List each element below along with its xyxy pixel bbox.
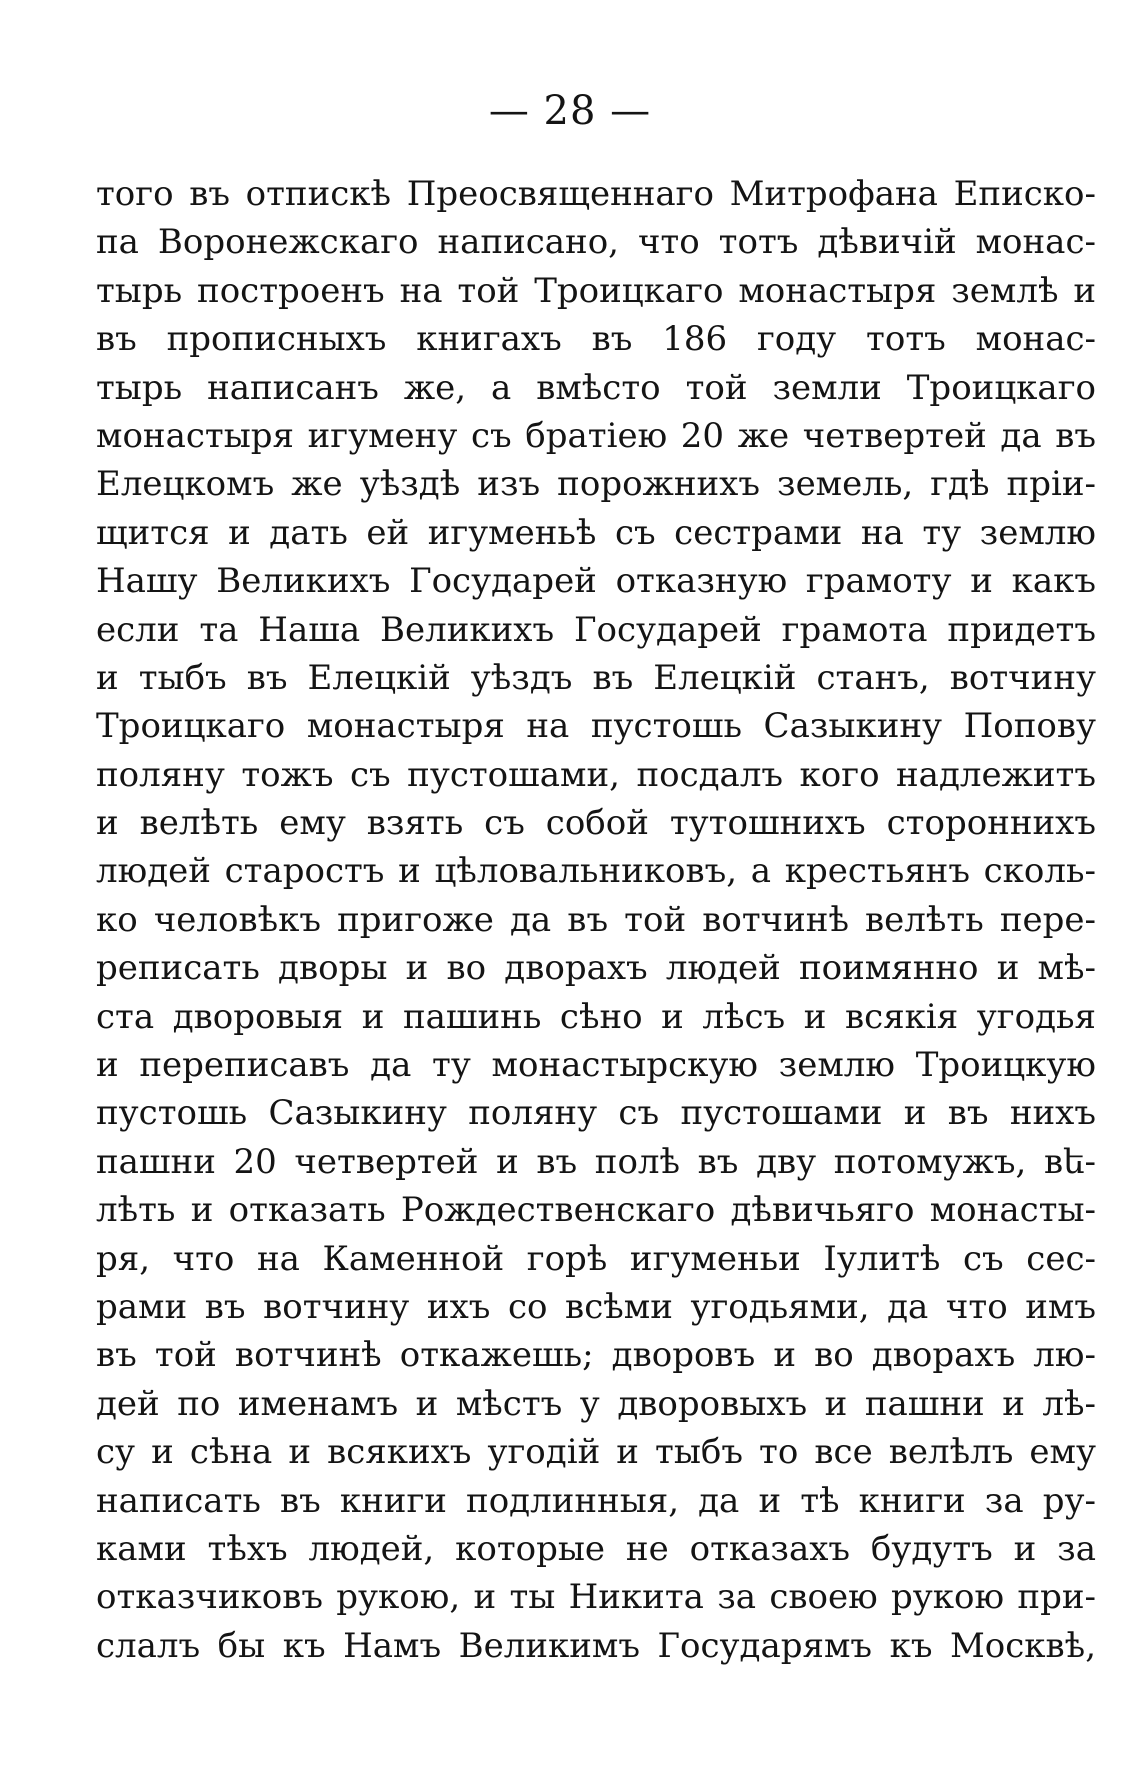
text-line: монастыря игумену съ братіею 20 же четвертей да въ: [96, 415, 1096, 456]
text-line: и тыбъ въ Елецкій уѣздъ въ Елецкій станъ, вотчину: [96, 657, 1096, 698]
text-line: и переписавъ да ту монастырскую землю Троицкую: [96, 1045, 1096, 1086]
text-line: и велѣть ему взять съ собой тутошнихъ стороннихъ: [96, 803, 1096, 844]
text-line: тырь построенъ на той Троицкаго монастыря землѣ и: [96, 270, 1096, 311]
text-line: Нашу Великихъ Государей отказную грамоту и какъ: [96, 561, 1096, 602]
text-line: пустошь Сазыкину поляну съ пустошами и въ нихъ: [96, 1093, 1096, 1134]
text-line: Троицкаго монастыря на пустошь Сазыкину Попову: [96, 706, 1096, 747]
text-line: въ прописныхъ книгахъ въ 186 году тотъ монас-: [96, 319, 1096, 360]
text-line: написать въ книги подлинныя, да и тѣ книги за ру-: [96, 1480, 1096, 1521]
text-line: рами въ вотчину ихъ со всѣми угодьями, да что имъ: [96, 1286, 1096, 1327]
text-line: дей по именамъ и мѣстъ у дворовыхъ и пашни и лѣ-: [96, 1383, 1096, 1424]
text-line: реписать дворы и во дворахъ людей поимянно и мѣ-: [96, 948, 1096, 989]
text-line: ками тѣхъ людей, которые не отказахъ будутъ и за: [96, 1528, 1096, 1569]
text-line: лѣть и отказать Рождественскаго дѣвичьяго монасты-: [96, 1190, 1096, 1231]
text-line: тырь написанъ же, а вмѣсто той земли Троицкаго: [96, 367, 1096, 408]
text-line: су и сѣна и всякихъ угодій и тыбъ то все велѣлъ ему: [96, 1432, 1096, 1473]
text-line: пашни 20 четвертей и въ полѣ въ дву потомужъ, вե-: [96, 1141, 1096, 1182]
text-line: въ той вотчинѣ откажешь; дворовъ и во дворахъ лю-: [96, 1335, 1096, 1376]
text-line: слалъ бы къ Намъ Великимъ Государямъ къ Москвѣ,: [96, 1625, 1096, 1666]
text-line: ста дворовыя и пашинь сѣно и лѣсъ и всякія угодья: [96, 996, 1096, 1037]
page-number: — 28 —: [488, 88, 652, 134]
text-line: того въ отпискѣ Преосвященнаго Митрофана Еписко-: [96, 174, 1096, 214]
text-line: поляну тожъ съ пустошами, посдалъ кого надлежитъ: [96, 754, 1096, 795]
text-line: если та Наша Великихъ Государей грамота придетъ: [96, 609, 1096, 650]
text-line: отказчиковъ рукою, и ты Никита за своею рукою при-: [96, 1577, 1096, 1618]
text-line: щится и дать ей игуменьѣ съ сестрами на ту землю: [96, 512, 1096, 553]
text-line: па Воронежскаго написано, что тотъ дѣвичій монас-: [96, 222, 1096, 263]
text-line: ря, что на Каменной горѣ игуменьи Іулитѣ съ сес-: [96, 1238, 1096, 1279]
text-line: Елецкомъ же уѣздѣ изъ порожнихъ земель, гдѣ пріи-: [96, 464, 1096, 505]
text-line: ко человѣкъ пригоже да въ той вотчинѣ велѣть пере-: [96, 899, 1096, 940]
text-line: людей старостъ и цѣловальниковъ, а крестьянъ сколь-: [96, 851, 1096, 892]
body-text: [96, 170, 1096, 1670]
